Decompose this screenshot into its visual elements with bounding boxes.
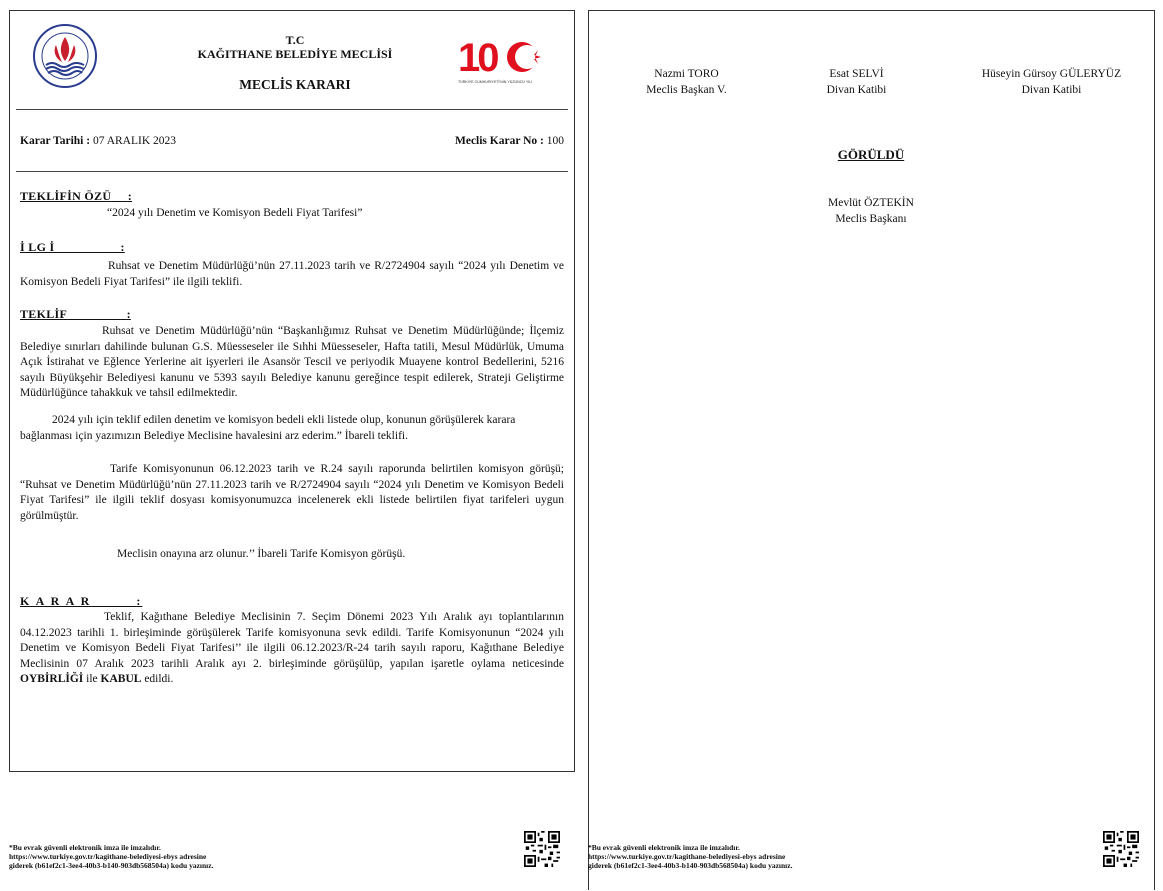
signature-1: Nazmi TORO Meclis Başkan V. <box>646 68 727 96</box>
signature-3: Hüseyin Gürsoy GÜLERYÜZ Divan Katibi <box>981 68 1122 96</box>
goruldu-label: GÖRÜLDÜ <box>837 147 905 162</box>
qr-code-icon <box>1103 831 1139 867</box>
section-teklif-text: Ruhsat ve Denetim Müdürlüğü’nün “Başkanlığımız Ruhsat ve Denetim Müdürlüğünde; İlçemiz Belediye sınırları dahilinde bulunan G.S. Müesseseler ile Sıhhi Müesseseler, Hafta tatili, Mesul Müdürlük, Umuma Açık İstirahat ve Eğlence Yerlerine ait işyerleri ile Asansör Tescil ve periyodik Muayene kontrol Bedellerini, 5216 sayılı Büyükşehir Belediyesi kanunu ve 5393 sayılı Belediye kanunu gereğince tespit edilerek, Strateji Geliştirme Müdürlüğünce tahakkuk ve tahsil edilmektedir. <box>20 325 564 399</box>
e-signature-note-1: *Bu evrak güvenli elektronik imza ile imzalıdır. https://www.turkiye.gov.tr/kagithane-belediyesi-ebys adresine giderek (b61ef2c1-3ee4-40b3-b140-903db568504a) kodu yazınız. <box>9 843 214 870</box>
section-ozet-title: TEKLİFİN ÖZÜ : <box>20 189 133 203</box>
document-page-1 <box>9 10 575 772</box>
e-signature-note-2: *Bu evrak güvenli elektronik imza ile imzalıdır. https://www.turkiye.gov.tr/kagithane-belediyesi-ebys adresine giderek (b61ef2c1-3ee4-40b3-b140-903db568504a) kodu yazınız. <box>588 843 793 870</box>
mayor-signature: Mevlüt ÖZTEKİN Meclis Başkanı <box>828 197 914 225</box>
municipality-logo <box>32 23 98 89</box>
qr-code-icon <box>524 831 560 867</box>
section-ilgi-text: Ruhsat ve Denetim Müdürlüğü’nün 27.11.2023 tarih ve R/2724904 sayılı “2024 yılı Denetim ve Komisyon Bedeli Fiyat Tarifesi” ile ilgili teklifi. <box>20 260 564 288</box>
section-ilgi-title: İ LG İ : <box>20 240 125 254</box>
svg-text:10: 10 <box>458 36 497 80</box>
decision-number: Meclis Karar No : 100 <box>454 135 564 147</box>
header-tc: T.C <box>285 33 305 47</box>
header-divider <box>16 109 568 110</box>
section-karar-title: K A R A R : <box>20 594 143 608</box>
section-teklif-text-2: 2024 yılı için teklif edilen denetim ve komisyon bedeli ekli listede olup, konunun görüşülerek karara bağlanması için yazımızın Belediye Meclisine havalesini arz ederim.” İbareli teklifi. <box>20 414 516 442</box>
svg-text:TÜRKİYE CUMHURİYETİ'NİN YÜZÜNC: TÜRKİYE CUMHURİYETİ'NİN YÜZÜNCÜ YILI <box>458 80 533 84</box>
centennial-logo <box>458 33 550 85</box>
commission-opinion-text-2: Meclisin onayına arz olunur.’’ İbareli Tarife Komisyon görüşü. <box>117 548 406 560</box>
header-council: KAĞITHANE BELEDİYE MECLİSİ <box>197 47 393 61</box>
header-decision-title: MECLİS KARARI <box>239 77 351 92</box>
section-karar-text: Teklif, Kağıthane Belediye Meclisinin 7. Seçim Dönemi 2023 Yılı Aralık ayı toplantılarının 04.12.2023 tarihli 1. birleşiminde görüşülerek Tarife komisyonuna sevk edildi. Tarife Komisyonunun “2024 yılı Denetim ve Komisyon Bedeli Fiyat Tarifesi’’ ile ilgili 06.12.2023/R-24 tarih sayılı raporu, Kağıthane Belediye Meclisinin 07 Aralık 2023 tarihli Aralık ayı 2. birleşiminde görüşülüp, yapılan işaretle oylama neticesinde OYBİRLİĞİ ile KABUL edildi. <box>20 611 564 685</box>
section-ozet-text: “2024 yılı Denetim ve Komisyon Bedeli Fiyat Tarifesi” <box>107 207 363 219</box>
commission-opinion-text: Tarife Komisyonunun 06.12.2023 tarih ve R.24 sayılı raporunda belirtilen komisyon görüşü; “Ruhsat ve Denetim Müdürlüğü’nün 27.11.2023 tarih ve R/2724904 sayılı “2024 yılı Denetim ve Komisyon Bedeli Fiyat Tarifesi” ile ilgili teklif dosyası komisyonumuzca incelenerek ekli listede belirtilen fiyat tarifeleri uygun görülmüştür. <box>20 463 564 522</box>
decision-date: Karar Tarihi : 07 ARALIK 2023 <box>20 135 177 147</box>
meta-divider <box>16 171 568 172</box>
signature-2: Esat SELVİ Divan Katibi <box>826 68 887 96</box>
document-page-2 <box>588 10 1155 890</box>
section-teklif-title: TEKLİF : <box>20 307 131 321</box>
